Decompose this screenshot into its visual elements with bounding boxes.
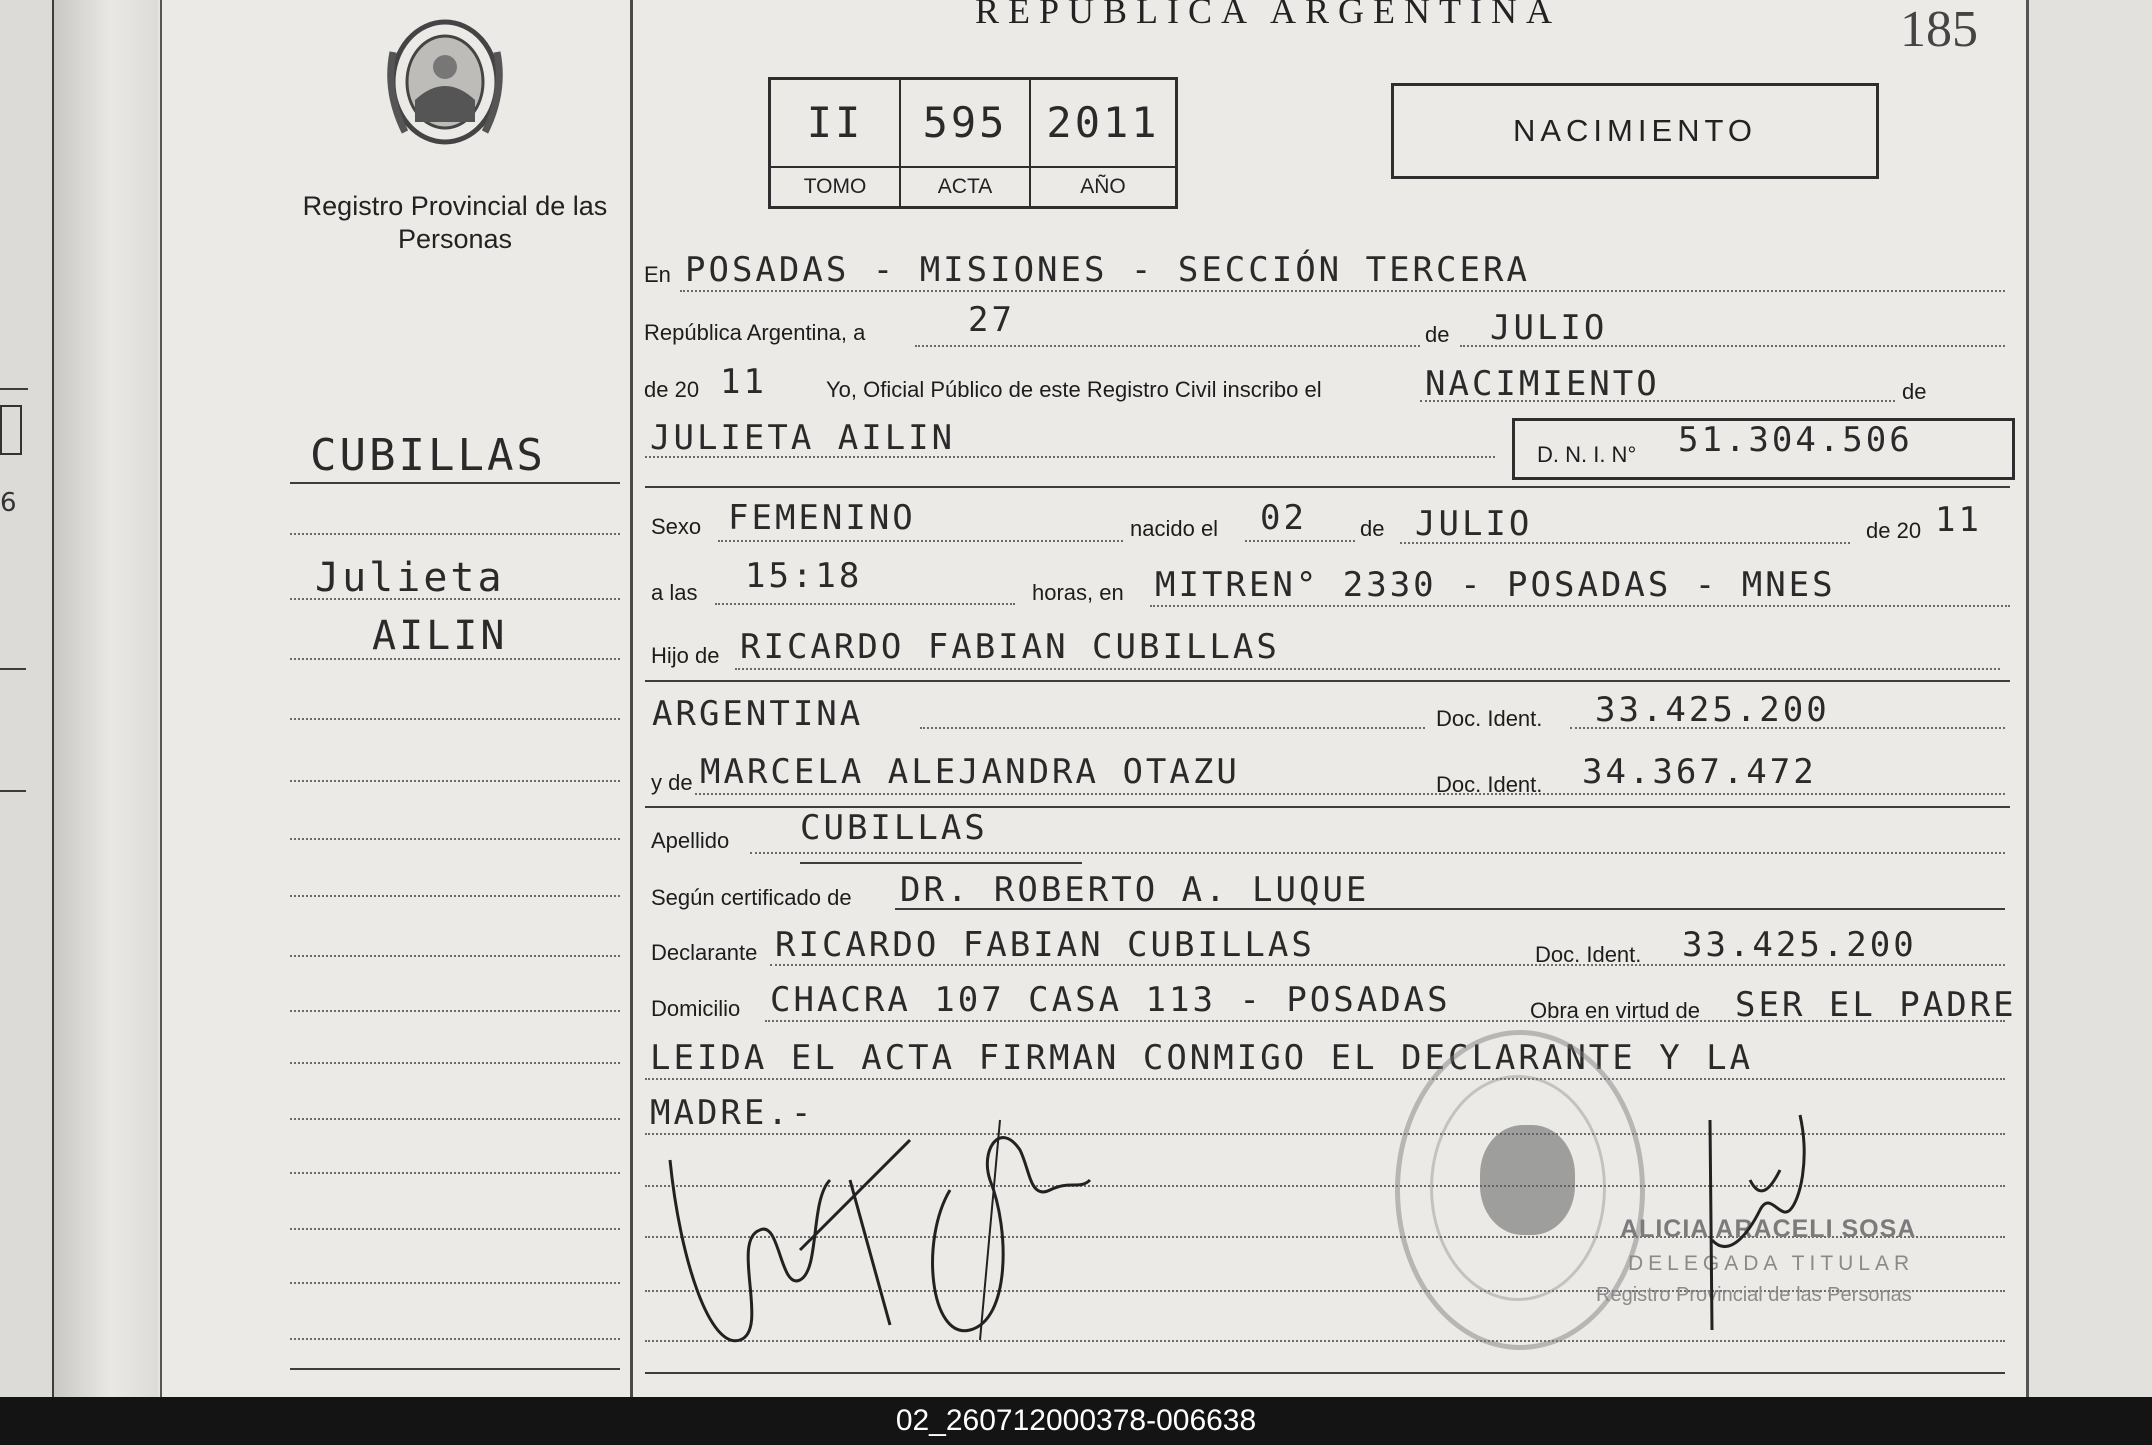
margin-dotted-line: [290, 780, 620, 782]
margin-surname: CUBILLAS: [310, 430, 546, 481]
margin-dotted-line: [290, 1282, 620, 1284]
record-type-box: NACIMIENTO: [1391, 83, 1879, 179]
margin-given-name-1: Julieta: [315, 555, 505, 601]
stamp-official-role: DELEGADA TITULAR: [1628, 1252, 1915, 1275]
declarante-label: Declarante: [651, 940, 758, 965]
scan-id-footer: 02_260712000378-006638: [0, 1397, 2152, 1445]
margin-dotted-line: [290, 718, 620, 720]
margin-dotted-line: [290, 895, 620, 897]
republica-label: República Argentina, a: [644, 320, 866, 345]
apellido-label: Apellido: [651, 828, 730, 853]
nacido-label: nacido el: [1130, 516, 1219, 541]
acta-cell: [899, 80, 1029, 206]
edge-rule: [0, 388, 28, 390]
birth-time-value: 15:18: [745, 556, 863, 596]
declarante-value: RICARDO FABIAN CUBILLAS: [775, 925, 1315, 965]
mother-line: [695, 793, 2005, 795]
day-value: 27: [968, 300, 1015, 340]
birth-day-line: [1245, 540, 1355, 542]
margin-dotted-line: [290, 1118, 620, 1120]
day-line: [915, 345, 1420, 347]
child-name-line: [645, 456, 1495, 458]
alas-label: a las: [651, 580, 698, 605]
margin-dotted-line: [290, 1010, 620, 1012]
provincial-crest-icon: [375, 12, 515, 160]
apellido-underline: [800, 862, 1082, 864]
edge-box-mark: [0, 405, 22, 455]
sex-value: FEMENINO: [728, 498, 916, 538]
hijo-label: Hijo de: [651, 643, 720, 668]
place-line: [680, 290, 2005, 292]
place-value: POSADAS - MISIONES - SECCIÓN TERCERA: [685, 250, 1530, 290]
acta-value: 595: [901, 80, 1029, 168]
binding-gutter: [54, 0, 158, 1397]
de-label-2: de: [1902, 379, 1927, 404]
birth-place-value: MITREN° 2330 - POSADAS - MNES: [1155, 565, 1836, 605]
margin-rule: [290, 482, 620, 484]
margin-dotted-line: [290, 533, 620, 535]
tomo-label: TOMO: [803, 175, 867, 198]
dni-value: 51.304.506: [1678, 420, 1913, 460]
year-suffix-value: 11: [720, 362, 767, 402]
birth-month-line: [1400, 542, 1850, 544]
tomo-cell: [771, 80, 899, 206]
birth-month-value: JULIO: [1415, 504, 1533, 544]
mother-value: MARCELA ALEJANDRA OTAZU: [700, 752, 1240, 792]
official-signature-icon: [1690, 1100, 1840, 1340]
de-label-3: de: [1360, 516, 1385, 541]
child-name-value: JULIETA AILIN: [650, 418, 956, 458]
year-prefix-label: de 20: [644, 377, 700, 402]
margin-bottom-rule: [290, 1368, 620, 1370]
certifier-line: [895, 908, 2005, 910]
obra-label: Obra en virtud de: [1530, 998, 1700, 1023]
sexo-label: Sexo: [651, 514, 702, 539]
margin-dotted-line: [290, 1228, 620, 1230]
birth-day-value: 02: [1260, 498, 1307, 538]
edge-rule: [0, 790, 26, 792]
margin-dotted-line: [290, 955, 620, 957]
stamp-official-name: ALICIA ARACELI SOSA: [1620, 1215, 1917, 1243]
doc-label: Doc. Ident.: [1436, 706, 1543, 731]
margin-dotted-line: [290, 658, 620, 660]
declarante-line: [770, 964, 2005, 966]
acta-label: ACTA: [937, 175, 993, 198]
edge-digit-mark: 6: [0, 488, 17, 518]
anio-cell: [1029, 80, 1175, 206]
margin-dotted-line: [290, 598, 620, 600]
year-label-2: de 20: [1866, 518, 1922, 543]
domicilio-label: Domicilio: [651, 996, 741, 1021]
doc-label-3: Doc. Ident.: [1535, 942, 1642, 967]
margin-given-name-2: AILIN: [372, 613, 508, 659]
country-heading: REPUBLICA ARGENTINA: [975, 0, 1562, 31]
stamp-emblem-icon: [1480, 1125, 1575, 1235]
apellido-value: CUBILLAS: [800, 808, 988, 848]
de-label: de: [1425, 322, 1450, 347]
right-page-edge: [2029, 0, 2152, 1397]
mother-doc-value: 34.367.472: [1582, 752, 1817, 792]
yde-label: y de: [651, 770, 693, 795]
certifier-value: DR. ROBERTO A. LUQUE: [900, 870, 1370, 910]
apellido-line: [750, 852, 2005, 854]
act-type-value: NACIMIENTO: [1425, 364, 1660, 404]
form-bottom-rule: [645, 1372, 2005, 1374]
father-nationality-value: ARGENTINA: [652, 694, 864, 734]
page-number: 185: [1900, 1, 1978, 58]
month-value: JULIO: [1490, 308, 1608, 348]
act-type-line: [1420, 400, 1895, 402]
anio-label: AÑO: [1080, 175, 1126, 198]
birth-place-line: [1150, 605, 2010, 607]
doc-label-2: Doc. Ident.: [1436, 772, 1543, 797]
obra-value: SER EL PADRE: [1735, 985, 2017, 1025]
father-line: [735, 668, 2000, 670]
segun-label: Según certificado de: [651, 885, 852, 910]
margin-dotted-line: [290, 1338, 620, 1340]
sex-line: [718, 540, 1123, 542]
birth-time-line: [715, 603, 1015, 605]
closing-line-1: LEIDA EL ACTA FIRMAN CONMIGO EL DECLARANTE Y LA: [650, 1038, 1754, 1078]
margin-dotted-line: [290, 1062, 620, 1064]
margin-dotted-line: [290, 1172, 620, 1174]
en-label: En: [644, 262, 671, 287]
section-rule: [645, 486, 2010, 488]
margin-dotted-line: [290, 838, 620, 840]
registry-name: Registro Provincial de las Personas: [302, 191, 608, 254]
previous-page-edge: [0, 0, 54, 1397]
domicilio-line: [765, 1020, 2005, 1022]
dni-label: D. N. I. N°: [1537, 442, 1637, 467]
father-doc-value: 33.425.200: [1595, 690, 1830, 730]
horas-label: horas, en: [1032, 580, 1124, 605]
anio-value: 2011: [1031, 80, 1175, 168]
father-value: RICARDO FABIAN CUBILLAS: [740, 627, 1280, 667]
month-line: [1460, 345, 2005, 347]
edge-rule: [0, 668, 26, 670]
record-book-box: [768, 77, 1178, 209]
domicilio-value: CHACRA 107 CASA 113 - POSADAS: [770, 980, 1451, 1020]
section-rule: [645, 680, 2010, 682]
father-doc-line: [1570, 727, 2005, 729]
birth-year-value: 11: [1935, 500, 1982, 540]
nationality-line: [920, 727, 1425, 729]
official-text: Yo, Oficial Público de este Registro Civil inscribo el: [826, 377, 1322, 402]
closing-line-2: MADRE.-: [650, 1093, 815, 1133]
tomo-value: II: [771, 80, 899, 168]
declarant-signature-icon: [650, 1080, 1110, 1360]
stamp-registry: Registro Provincial de las Personas: [1596, 1284, 1912, 1306]
declarante-doc-value: 33.425.200: [1682, 925, 1917, 965]
